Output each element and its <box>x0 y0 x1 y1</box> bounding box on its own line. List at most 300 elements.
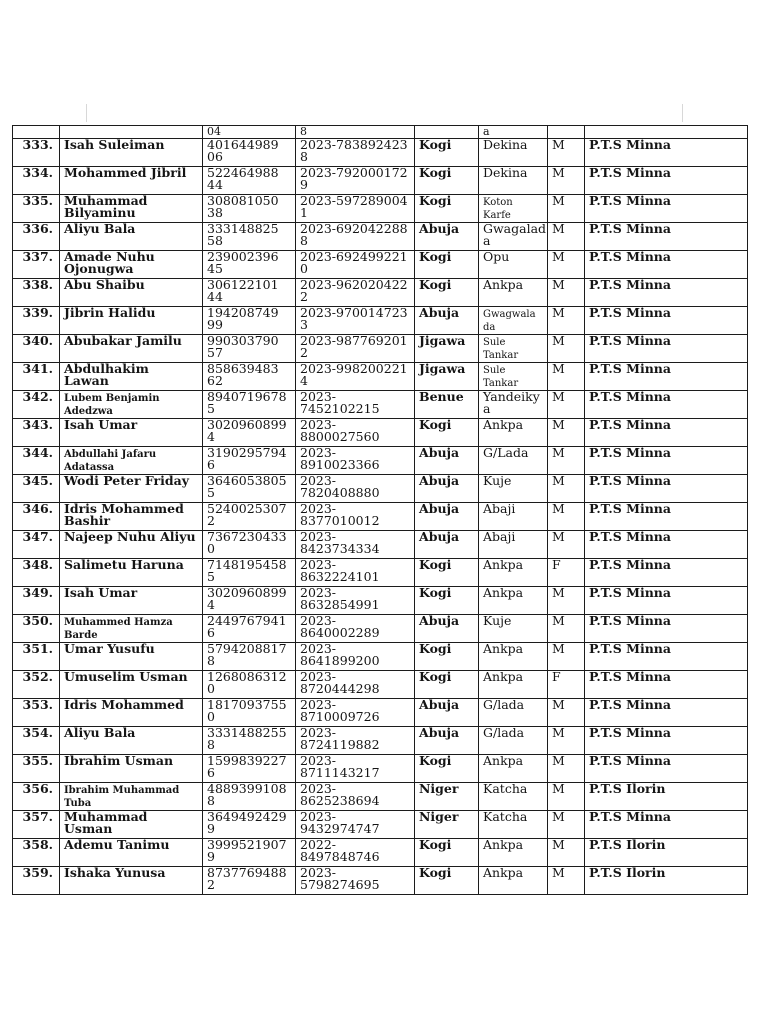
table-row <box>13 699 748 727</box>
sex-text: M <box>552 194 565 208</box>
state-text: Abuja <box>419 726 460 740</box>
lga-cell <box>479 139 548 167</box>
training-school-text: P.T.S Minna <box>589 362 671 376</box>
training-school-cell <box>585 615 748 643</box>
sex-text: M <box>552 306 565 320</box>
lga-text: Dekina <box>483 166 528 180</box>
candidate-name-cell <box>60 783 203 811</box>
sex-cell <box>548 727 585 755</box>
sex-cell <box>548 503 585 531</box>
training-school-text: P.T.S Minna <box>589 446 671 460</box>
nin-cell <box>203 251 296 279</box>
nin-text: 3190295794 6 <box>207 446 287 472</box>
nin-text: 306122101 44 <box>207 278 279 304</box>
sex-cell <box>548 475 585 503</box>
nin-cell <box>203 419 296 447</box>
application-number-cell <box>296 475 415 503</box>
application-number-text: 2023-9432974747 <box>300 810 380 836</box>
table-row <box>13 139 748 167</box>
table-row <box>13 671 748 699</box>
serial-number-text: 335. <box>22 194 53 208</box>
nin-cell <box>203 615 296 643</box>
sex-cell <box>548 195 585 223</box>
lga-text: Abaji <box>483 502 516 516</box>
candidate-name-text: Isah Umar <box>64 586 138 600</box>
state-cell <box>415 755 479 783</box>
state-cell <box>415 615 479 643</box>
lga-text: Ankpa <box>483 754 524 768</box>
lga-cell <box>479 755 548 783</box>
serial-number-cell <box>13 559 60 587</box>
candidate-name-cell <box>60 699 203 727</box>
training-school-text: P.T.S Minna <box>589 698 671 712</box>
application-number-text: 2023-8800027560 <box>300 418 380 444</box>
application-number-text: 2023-5798274695 <box>300 866 380 892</box>
sex-cell <box>548 391 585 419</box>
training-school-cell <box>585 447 748 475</box>
state-text: Kogi <box>419 194 452 208</box>
lga-cell <box>479 167 548 195</box>
sex-text: M <box>552 698 565 712</box>
sex-text: M <box>552 838 565 852</box>
nin-text: 2449767941 6 <box>207 614 287 640</box>
lga-text: Ankpa <box>483 866 524 880</box>
serial-number-cell <box>13 587 60 615</box>
sex-cell <box>548 783 585 811</box>
training-school-cell <box>585 195 748 223</box>
serial-number-text: 358. <box>22 838 53 852</box>
training-school-cell <box>585 839 748 867</box>
training-school-cell <box>585 699 748 727</box>
lga-cell <box>479 447 548 475</box>
training-school-cell <box>585 475 748 503</box>
page-bottom-margin <box>0 918 768 1024</box>
sex-text: M <box>552 474 565 488</box>
sex-cell <box>548 811 585 839</box>
lga-text: Kuje <box>483 614 512 628</box>
candidate-name-text: Ademu Tanimu <box>64 838 170 852</box>
candidate-name-text: Aliyu Bala <box>64 726 136 740</box>
training-school-text: P.T.S Minna <box>589 418 671 432</box>
state-cell <box>415 531 479 559</box>
serial-number-cell <box>13 251 60 279</box>
application-number-text: 2023-7452102215 <box>300 390 380 416</box>
sex-cell <box>548 867 585 895</box>
lga-cell <box>479 699 548 727</box>
serial-number-text: 338. <box>22 278 53 292</box>
sex-text: M <box>552 810 565 824</box>
serial-number-cell <box>13 643 60 671</box>
nin-cell <box>203 167 296 195</box>
nin-text: 308081050 38 <box>207 194 279 220</box>
application-number-cell <box>296 671 415 699</box>
nin-text: 3020960899 4 <box>207 586 287 612</box>
sex-cell <box>548 419 585 447</box>
state-text: Kogi <box>419 558 452 572</box>
training-school-cell <box>585 727 748 755</box>
lga-text: Gwagwala da <box>483 309 536 333</box>
nin-text: 5794208817 8 <box>207 642 287 668</box>
lga-text: G/Lada <box>483 446 529 460</box>
nin-text: 7148195458 5 <box>207 558 287 584</box>
table-row <box>13 839 748 867</box>
sex-text: M <box>552 362 565 376</box>
sex-cell <box>548 251 585 279</box>
nin-text: 401644989 06 <box>207 138 279 164</box>
state-text: Jigawa <box>419 362 466 376</box>
candidate-name-cell <box>60 307 203 335</box>
sex-cell <box>548 167 585 195</box>
serial-number-text: 359. <box>22 866 53 880</box>
state-cell <box>415 699 479 727</box>
candidate-name-cell <box>60 447 203 475</box>
training-school-cell <box>585 587 748 615</box>
application-number-cell <box>296 699 415 727</box>
table-row <box>13 867 748 895</box>
application-number-cell <box>296 447 415 475</box>
candidate-name-cell <box>60 335 203 363</box>
candidate-name-text: Umar Yusufu <box>64 642 155 656</box>
candidate-name-cell <box>60 391 203 419</box>
serial-number-text: 354. <box>22 726 53 740</box>
sex-cell <box>548 307 585 335</box>
table-row <box>13 587 748 615</box>
nin-cell <box>203 279 296 307</box>
sex-cell <box>548 279 585 307</box>
lga-cell <box>479 419 548 447</box>
lga-text: Ankpa <box>483 278 524 292</box>
application-number-text: 8 <box>300 125 307 138</box>
application-number-cell <box>296 839 415 867</box>
nin-text: 8737769488 2 <box>207 866 287 892</box>
candidate-name-cell <box>60 615 203 643</box>
serial-number-text: 345. <box>22 474 53 488</box>
state-text: Abuja <box>419 614 460 628</box>
training-school-text: P.T.S Minna <box>589 810 671 824</box>
state-text: Abuja <box>419 446 460 460</box>
state-text: Abuja <box>419 474 460 488</box>
application-number-cell <box>296 167 415 195</box>
training-school-cell <box>585 223 748 251</box>
sex-cell <box>548 671 585 699</box>
sex-text: M <box>552 502 565 516</box>
application-number-cell <box>296 419 415 447</box>
nin-cell <box>203 755 296 783</box>
training-school-text: P.T.S Minna <box>589 558 671 572</box>
nin-text: 333148825 58 <box>207 222 279 248</box>
serial-number-text: 343. <box>22 418 53 432</box>
training-school-text: P.T.S Minna <box>589 530 671 544</box>
serial-number-text: 339. <box>22 306 53 320</box>
nin-cell <box>203 671 296 699</box>
lga-cell <box>479 391 548 419</box>
sex-text: M <box>552 754 565 768</box>
state-text: Kogi <box>419 418 452 432</box>
table-row <box>13 531 748 559</box>
serial-number-cell <box>13 503 60 531</box>
sex-text: M <box>552 222 565 236</box>
application-number-text: 2023-8724119882 <box>300 726 380 752</box>
lga-cell <box>479 643 548 671</box>
serial-number-text: 334. <box>22 166 53 180</box>
training-school-cell <box>585 335 748 363</box>
state-cell <box>415 671 479 699</box>
serial-number-cell <box>13 307 60 335</box>
training-school-cell <box>585 391 748 419</box>
serial-number-text: 341. <box>22 362 53 376</box>
page-top-margin <box>0 0 768 104</box>
serial-number-cell <box>13 126 60 139</box>
candidate-name-cell <box>60 643 203 671</box>
lga-cell <box>479 279 548 307</box>
application-number-text: 2023-962020422 2 <box>300 278 408 304</box>
nin-cell <box>203 783 296 811</box>
training-school-text: P.T.S Minna <box>589 390 671 404</box>
state-cell <box>415 643 479 671</box>
state-text: Niger <box>419 810 459 824</box>
table-row <box>13 251 748 279</box>
state-cell <box>415 559 479 587</box>
training-school-text: P.T.S Minna <box>589 726 671 740</box>
sex-cell <box>548 839 585 867</box>
application-number-cell <box>296 139 415 167</box>
serial-number-cell <box>13 615 60 643</box>
application-number-cell <box>296 223 415 251</box>
candidate-name-text: Wodi Peter Friday <box>64 474 189 488</box>
state-text: Kogi <box>419 642 452 656</box>
application-number-text: 2022-8497848746 <box>300 838 380 864</box>
sex-text: M <box>552 446 565 460</box>
table-row <box>13 223 748 251</box>
lga-text: Abaji <box>483 530 516 544</box>
sex-text: M <box>552 250 565 264</box>
nin-cell <box>203 335 296 363</box>
training-school-text: P.T.S Minna <box>589 222 671 236</box>
serial-number-cell <box>13 671 60 699</box>
serial-number-cell <box>13 447 60 475</box>
training-school-text: P.T.S Minna <box>589 614 671 628</box>
table-row <box>13 447 748 475</box>
nin-cell <box>203 839 296 867</box>
nin-cell <box>203 139 296 167</box>
candidate-name-cell <box>60 839 203 867</box>
sex-text: M <box>552 586 565 600</box>
nin-cell <box>203 643 296 671</box>
serial-number-text: 355. <box>22 754 53 768</box>
lga-text: Ankpa <box>483 418 524 432</box>
serial-number-cell <box>13 363 60 391</box>
serial-number-cell <box>13 419 60 447</box>
serial-number-cell <box>13 475 60 503</box>
serial-number-text: 353. <box>22 698 53 712</box>
lga-cell <box>479 475 548 503</box>
state-cell <box>415 251 479 279</box>
application-number-cell <box>296 727 415 755</box>
state-text: Kogi <box>419 278 452 292</box>
state-text: Benue <box>419 390 464 404</box>
nin-cell <box>203 391 296 419</box>
candidate-name-cell <box>60 559 203 587</box>
training-school-cell <box>585 559 748 587</box>
sex-cell <box>548 559 585 587</box>
sex-cell <box>548 643 585 671</box>
nin-cell <box>203 811 296 839</box>
nin-text: 858639483 62 <box>207 362 279 388</box>
lga-text: Ankpa <box>483 558 524 572</box>
candidate-name-cell <box>60 475 203 503</box>
candidate-name-cell <box>60 126 203 139</box>
state-cell <box>415 335 479 363</box>
state-cell <box>415 307 479 335</box>
training-school-text: P.T.S Minna <box>589 754 671 768</box>
candidate-name-cell <box>60 363 203 391</box>
nin-cell <box>203 531 296 559</box>
candidate-name-cell <box>60 167 203 195</box>
application-number-cell <box>296 363 415 391</box>
sex-text: M <box>552 278 565 292</box>
lga-text: Ankpa <box>483 838 524 852</box>
training-school-cell <box>585 867 748 895</box>
serial-number-cell <box>13 223 60 251</box>
candidate-name-cell <box>60 419 203 447</box>
training-school-text: P.T.S Minna <box>589 586 671 600</box>
application-number-text: 2023-7820408880 <box>300 474 380 500</box>
serial-number-text: 348. <box>22 558 53 572</box>
sex-cell <box>548 615 585 643</box>
training-school-text: P.T.S Minna <box>589 138 671 152</box>
lga-cell <box>479 223 548 251</box>
table-row <box>13 559 748 587</box>
nin-text: 239002396 45 <box>207 250 279 276</box>
state-cell <box>415 139 479 167</box>
candidate-name-text: Ibrahim Usman <box>64 754 174 768</box>
nin-text: 3999521907 9 <box>207 838 287 864</box>
table-row <box>13 475 748 503</box>
application-number-text: 2023-692042288 8 <box>300 222 408 248</box>
application-number-cell <box>296 783 415 811</box>
sex-cell <box>548 447 585 475</box>
state-cell <box>415 223 479 251</box>
application-number-text: 2023-783892423 8 <box>300 138 408 164</box>
sex-text: M <box>552 866 565 880</box>
nin-cell <box>203 223 296 251</box>
training-school-cell <box>585 503 748 531</box>
table-row <box>13 783 748 811</box>
sex-text: F <box>552 670 561 684</box>
lga-text: Yandeiky a <box>483 390 540 416</box>
candidate-name-text: Abdulhakim Lawan <box>64 362 149 388</box>
application-number-cell <box>296 307 415 335</box>
serial-number-text: 352. <box>22 670 53 684</box>
application-number-cell <box>296 503 415 531</box>
application-number-text: 2023-970014723 3 <box>300 306 408 332</box>
sex-cell <box>548 223 585 251</box>
nin-text: 04 <box>207 125 221 138</box>
lga-text: G/lada <box>483 726 525 740</box>
state-text: Kogi <box>419 866 452 880</box>
sex-text: M <box>552 782 565 796</box>
serial-number-cell <box>13 139 60 167</box>
candidate-name-text: Muhammed Hamza Barde <box>64 617 173 641</box>
state-cell <box>415 839 479 867</box>
nin-text: 3020960899 4 <box>207 418 287 444</box>
candidate-name-text: Ibrahim Muhammad Tuba <box>64 785 180 809</box>
lga-cell <box>479 559 548 587</box>
table-row <box>13 195 748 223</box>
application-number-cell <box>296 251 415 279</box>
lga-cell <box>479 531 548 559</box>
candidate-name-cell <box>60 811 203 839</box>
application-number-text: 2023-8641899200 <box>300 642 380 668</box>
nin-cell <box>203 126 296 139</box>
serial-number-cell <box>13 839 60 867</box>
serial-number-cell <box>13 699 60 727</box>
lga-cell <box>479 671 548 699</box>
nin-cell <box>203 587 296 615</box>
candidate-name-text: Najeep Nuhu Aliyu <box>64 530 196 544</box>
application-number-text: 2023-8377010012 <box>300 502 380 528</box>
sex-text: M <box>552 418 565 432</box>
lga-text: Sule Tankar <box>483 365 519 389</box>
training-school-text: P.T.S Minna <box>589 194 671 208</box>
candidate-name-cell <box>60 503 203 531</box>
state-cell <box>415 391 479 419</box>
candidate-name-cell <box>60 755 203 783</box>
candidate-name-cell <box>60 671 203 699</box>
training-school-text: P.T.S Minna <box>589 642 671 656</box>
sex-cell <box>548 531 585 559</box>
lga-cell <box>479 251 548 279</box>
state-text: Abuja <box>419 698 460 712</box>
sex-text: M <box>552 390 565 404</box>
application-number-text: 2023-8640002289 <box>300 614 380 640</box>
training-school-text: P.T.S Ilorin <box>589 838 666 852</box>
training-school-text: P.T.S Minna <box>589 474 671 488</box>
sex-cell <box>548 363 585 391</box>
application-number-cell <box>296 811 415 839</box>
lga-cell <box>479 363 548 391</box>
lga-cell <box>479 811 548 839</box>
nin-cell <box>203 559 296 587</box>
state-cell <box>415 783 479 811</box>
application-number-text: 2023-8711143217 <box>300 754 380 780</box>
training-school-text: P.T.S Ilorin <box>589 866 666 880</box>
nin-cell <box>203 363 296 391</box>
application-number-text: 2023-8625238694 <box>300 782 380 808</box>
nin-cell <box>203 447 296 475</box>
application-number-cell <box>296 867 415 895</box>
table-row <box>13 811 748 839</box>
training-school-cell <box>585 643 748 671</box>
application-number-cell <box>296 195 415 223</box>
nin-cell <box>203 307 296 335</box>
serial-number-text: 357. <box>22 810 53 824</box>
state-text: Abuja <box>419 222 460 236</box>
serial-number-cell <box>13 531 60 559</box>
state-cell <box>415 279 479 307</box>
application-number-cell <box>296 559 415 587</box>
serial-number-cell <box>13 391 60 419</box>
nin-text: 5240025307 2 <box>207 502 287 528</box>
serial-number-cell <box>13 727 60 755</box>
sex-text: M <box>552 614 565 628</box>
candidate-name-text: Ishaka Yunusa <box>64 866 166 880</box>
nin-text: 522464988 44 <box>207 166 279 192</box>
state-cell <box>415 503 479 531</box>
training-school-cell <box>585 307 748 335</box>
state-cell <box>415 727 479 755</box>
candidate-name-text: Isah Suleiman <box>64 138 165 152</box>
